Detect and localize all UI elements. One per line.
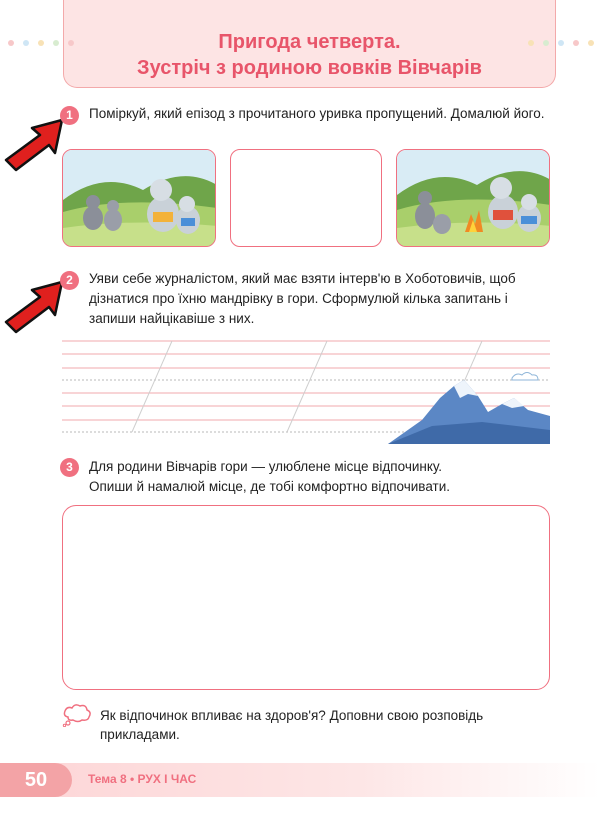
- page-footer: [0, 763, 600, 797]
- page-number: 50: [0, 763, 72, 797]
- writing-lines[interactable]: [62, 338, 550, 444]
- illustration-wolves-meet-elephants: [62, 149, 216, 247]
- task-3-line2: Опиши й намалюй місце, де тобі комфортно відпочивати.: [89, 479, 451, 494]
- chapter-title: [63, 29, 556, 81]
- note-text: Як відпочинок впливає на здоров'я? Доповни свою розповідь прикладами.: [100, 708, 484, 742]
- task-number-2: 2: [60, 271, 79, 290]
- empty-drawing-frame[interactable]: [230, 149, 382, 247]
- task-number-1: 1: [60, 106, 79, 125]
- task-3-text: [89, 457, 552, 497]
- red-arrow-icon: [2, 116, 64, 174]
- illustration-campfire: [396, 149, 550, 247]
- chapter-title-line2: Зустріч з родиною вовків Вівчарів: [137, 57, 482, 79]
- red-arrow-icon: [2, 278, 64, 336]
- task-1-text: Поміркуй, який епізод з прочитаного уривка пропущений. Домалюй його.: [89, 106, 545, 121]
- task-number-3: 3: [60, 458, 79, 477]
- thought-cloud-icon: [62, 703, 92, 727]
- topic-label: Тема 8 • РУХ І ЧАС: [88, 772, 197, 786]
- chapter-title-line1: Пригода четверта.: [218, 31, 401, 53]
- drawing-area[interactable]: [62, 505, 550, 690]
- task-2-text: Уяви себе журналістом, який має взяти інтерв'ю в Хоботовичів, щоб дізнатися про їхню мандрівку в гори. Сформулюй кілька запитань і запиши найцікавіше з них.: [89, 271, 516, 326]
- task-3-line1: Для родини Вівчарів гори — улюблене місце відпочинку.: [89, 459, 443, 474]
